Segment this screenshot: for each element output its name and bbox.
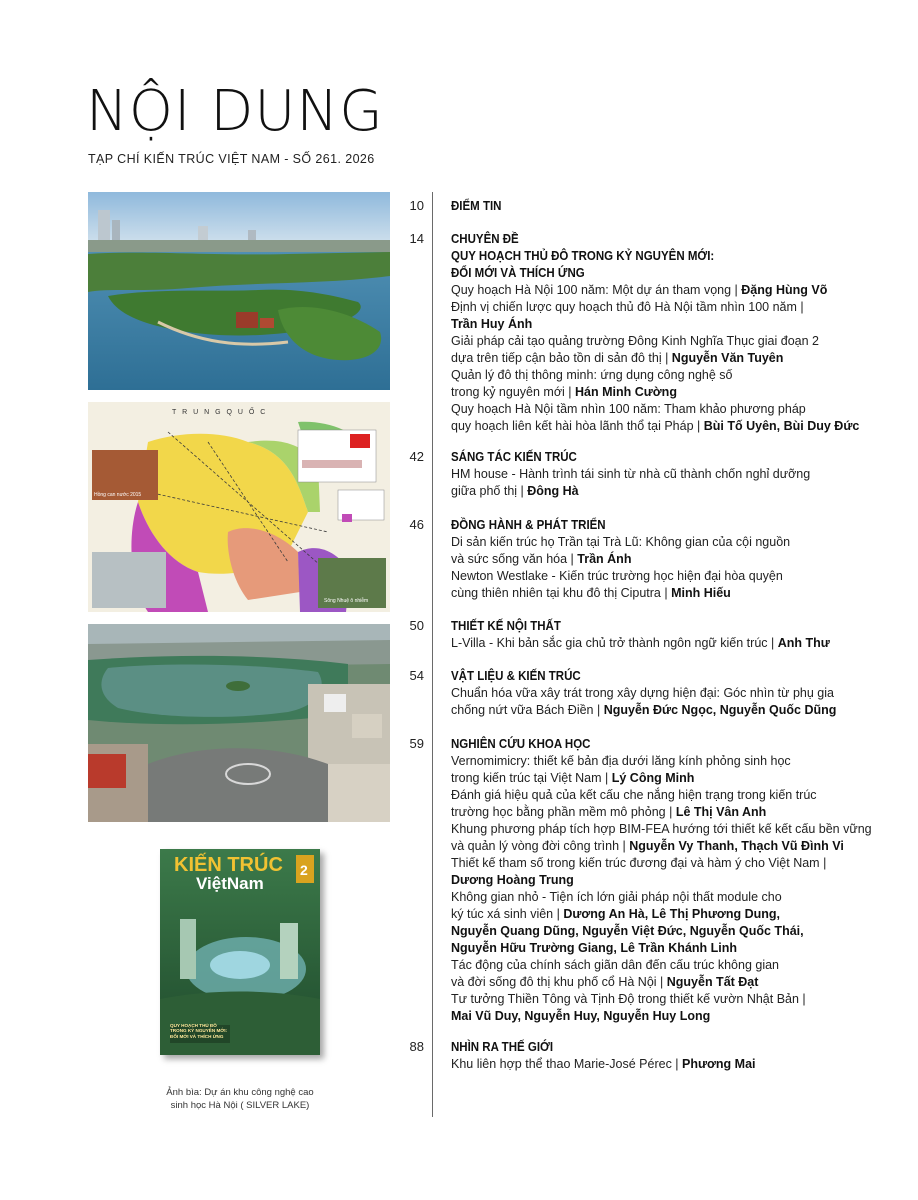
article-entry: Khung phương pháp tích hợp BIM-FEA hướng tới thiết kế kết cấu bền vững	[451, 822, 872, 836]
article-entry: HM house - Hành trình tái sinh từ nhà cũ thành chốn nghỉ dưỡng	[451, 467, 811, 481]
article-entry: và đời sống đô thị khu phố cổ Hà Nội | Nguyễn Tất Đạt	[451, 975, 759, 989]
magazine-cover-image	[160, 849, 320, 1055]
magazine-subtitle: TẠP CHÍ KIẾN TRÚC VIỆT NAM - SỐ 261. 2026	[88, 152, 375, 166]
page-number: 54	[409, 668, 424, 683]
section-title: ĐIỂM TIN	[451, 199, 502, 213]
article-entry: và quản lý vòng đời công trình | Nguyễn Vy Thanh, Thạch Vũ Đình Vi	[451, 839, 844, 853]
map-caption-right: Sông Nhuệ ô nhiễm	[324, 598, 369, 604]
article-entry: ký túc xá sinh viên | Dương An Hà, Lê Thị Phương Dung,	[451, 907, 780, 921]
feature-title-line: QUY HOẠCH THỦ ĐÔ TRONG KỶ NGUYÊN MỚI:	[451, 249, 715, 263]
cover-logo-bottom: ViệtNam	[196, 874, 264, 893]
page-number: 88	[409, 1039, 424, 1054]
article-entry: Nguyễn Hữu Trường Giang, Lê Trần Khánh Linh	[451, 941, 738, 955]
article-entry: trong kiến trúc tại Việt Nam | Lý Công Minh	[451, 771, 695, 785]
section-title: VẬT LIỆU & KIẾN TRÚC	[451, 669, 581, 683]
section-body	[451, 198, 891, 215]
map-caption-left: Hồng can nước 2015	[94, 492, 142, 498]
section-title: NHÌN RA THẾ GIỚI	[451, 1040, 554, 1054]
article-entry: Quản lý đô thị thông minh: ứng dụng công nghệ số	[451, 368, 733, 382]
cover-caption-line-1: Ảnh bìa: Dự án khu công nghệ cao	[166, 1087, 314, 1098]
article-entry: Tác động của chính sách giãn dân đến cấu trúc không gian	[451, 958, 780, 972]
section-title: CHUYÊN ĐỀ	[451, 232, 519, 246]
section-body	[451, 449, 891, 500]
article-entry: chống nứt vữa Bách Điền | Nguyễn Đức Ngọc, Nguyễn Quốc Dũng	[451, 703, 837, 717]
page-number: 50	[409, 618, 424, 633]
photo-planning-map	[88, 402, 390, 612]
cover-headline: QUY HOẠCH THỦ ĐÔ TRONG KỶ NGUYÊN MỚI: ĐỔI MỚI VÀ THÍCH ỨNG	[170, 1023, 228, 1039]
feature-title-line: ĐỔI MỚI VÀ THÍCH ỨNG	[451, 266, 585, 280]
section-title: NGHIÊN CỨU KHOA HỌC	[451, 737, 591, 751]
article-entry: Quy hoạch Hà Nội 100 năm: Một dự án tham vọng | Đặng Hùng Võ	[451, 283, 828, 297]
article-entry: Thiết kế tham số trong kiến trúc đương đại và hàm ý cho Việt Nam |	[451, 856, 827, 870]
article-entry: Tư tưởng Thiền Tông và Tịnh Độ trong thiết kế vườn Nhật Bản |	[451, 992, 806, 1006]
section-body	[451, 618, 891, 652]
page-number: 59	[409, 736, 424, 751]
section-body	[451, 1039, 891, 1073]
article-entry: Dương Hoàng Trung	[451, 873, 574, 887]
article-entry: giữa phố thị | Đông Hà	[451, 484, 579, 498]
article-entry: Newton Westlake - Kiến trúc trường học hiện đại hòa quyện	[451, 569, 783, 583]
article-entry: Đánh giá hiệu quả của kết cấu che nắng hiện trạng trong kiến trúc	[451, 788, 817, 802]
photo-west-lake-aerial	[88, 192, 390, 390]
page-number: 14	[409, 231, 424, 246]
article-entry: trường học bằng phần mềm mô phỏng | Lê Thị Vân Anh	[451, 805, 767, 819]
section-title: ĐỒNG HÀNH & PHÁT TRIỂN	[451, 518, 606, 532]
page-number: 10	[409, 198, 424, 213]
section-body	[451, 668, 891, 719]
article-entry: Không gian nhỏ - Tiện ích lớn giải pháp nội thất module cho	[451, 890, 782, 904]
article-entry: Di sản kiến trúc họ Trần tại Trà Lũ: Không gian của cội nguồn	[451, 535, 791, 549]
article-entry: Quy hoạch Hà Nội tầm nhìn 100 năm: Tham khảo phương pháp	[451, 402, 806, 416]
article-entry: trong kỷ nguyên mới | Hán Minh Cường	[451, 385, 677, 399]
article-entry: quy hoạch liên kết hài hòa lãnh thổ tại Pháp | Bùi Tố Uyên, Bùi Duy Đức	[451, 419, 860, 433]
article-entry: Nguyễn Quang Dũng, Nguyễn Việt Đức, Nguyễn Quốc Thái,	[451, 924, 804, 938]
section-body	[451, 517, 891, 602]
page-number: 46	[409, 517, 424, 532]
article-entry: Định vị chiến lược quy hoạch thủ đô Hà Nội tầm nhìn 100 năm |	[451, 300, 804, 314]
page-title: NỘI DUNG	[86, 79, 384, 144]
section-title: THIẾT KẾ NỘI THẤT	[451, 619, 561, 633]
map-title-label: T R U N G Q U Ố C	[172, 409, 268, 416]
page-number: 42	[409, 449, 424, 464]
section-title: SÁNG TÁC KIẾN TRÚC	[451, 450, 577, 464]
article-entry: Mai Vũ Duy, Nguyễn Huy, Nguyễn Huy Long	[451, 1009, 711, 1023]
article-entry: và sức sống văn hóa | Trần Ánh	[451, 552, 632, 566]
article-entry: Chuẩn hóa vữa xây trát trong xây dựng hiện đại: Góc nhìn từ phụ gia	[451, 686, 834, 700]
section-body	[451, 736, 891, 1025]
cover-logo-top: KIẾN TRÚC	[174, 854, 283, 876]
article-entry: Khu liên hợp thể thao Marie-José Pérec | Phương Mai	[451, 1057, 756, 1071]
article-entry: dựa trên tiếp cận bảo tồn di sản đô thị | Nguyễn Văn Tuyên	[451, 351, 784, 365]
article-entry: L-Villa - Khi bản sắc gia chủ trở thành ngôn ngữ kiến trúc | Anh Thư	[451, 636, 830, 650]
cover-caption	[160, 1086, 320, 1112]
section-body	[451, 231, 891, 435]
article-entry: Trần Huy Ánh	[451, 317, 533, 331]
column-divider	[432, 192, 433, 1117]
article-entry: cùng thiên nhiên tại khu đô thị Ciputra | Minh Hiếu	[451, 586, 731, 600]
article-entry: Vernomimicry: thiết kế bản địa dưới lăng kính phỏng sinh học	[451, 754, 791, 768]
article-entry: Giải pháp cải tạo quảng trường Đông Kinh Nghĩa Thục giai đoạn 2	[451, 334, 819, 348]
cover-caption-line-2: sinh học Hà Nội ( SILVER LAKE)	[170, 1100, 310, 1111]
photo-hoan-kiem-aerial	[88, 624, 390, 822]
cover-issue-number: 2	[300, 862, 308, 878]
